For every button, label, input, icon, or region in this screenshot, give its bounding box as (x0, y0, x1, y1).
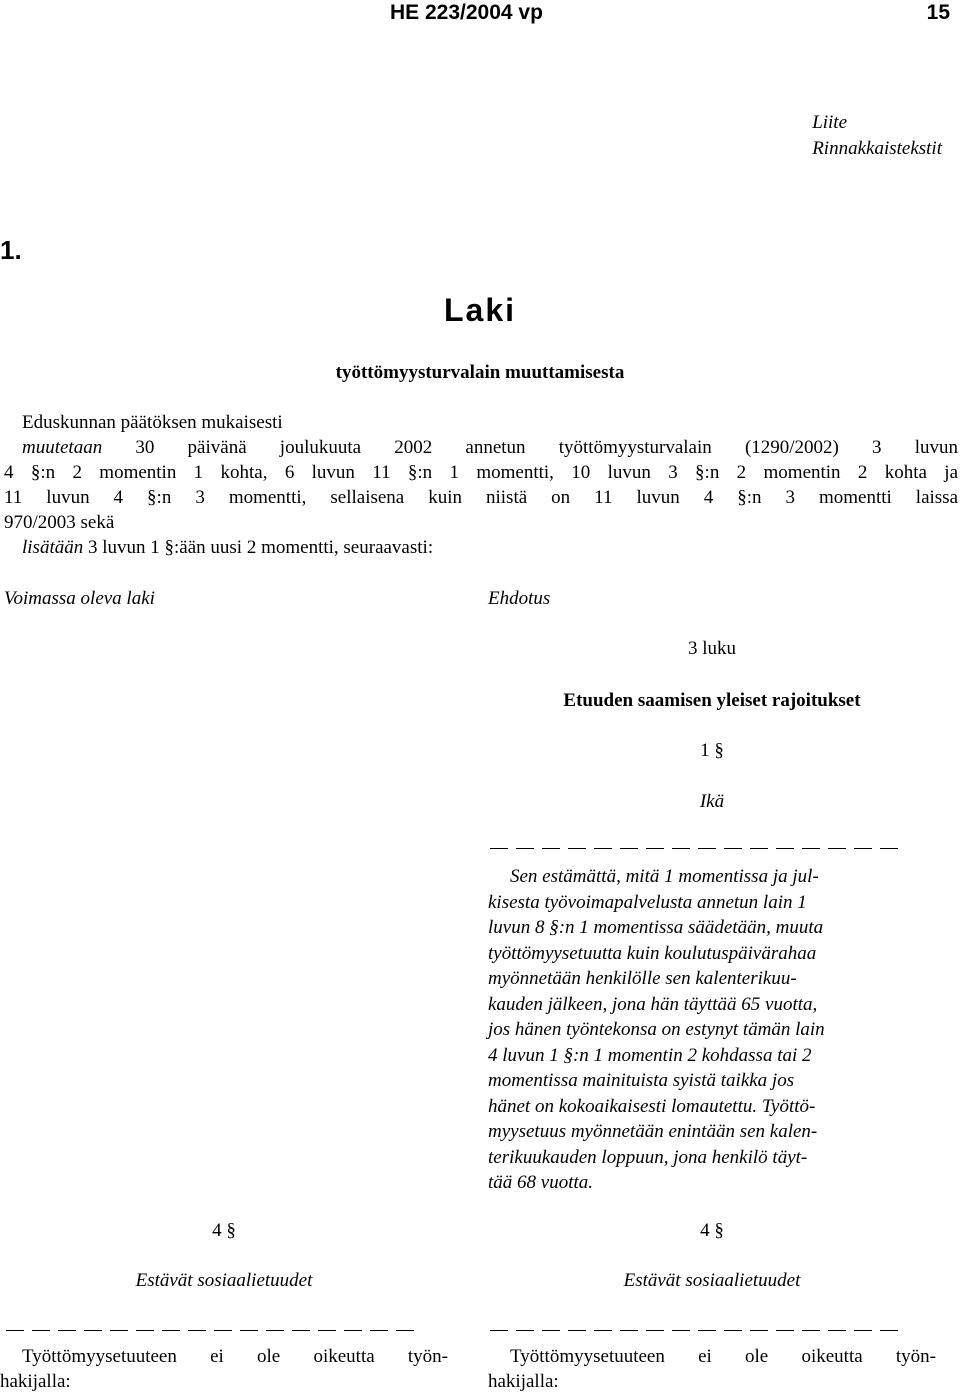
page-number: 15 (926, 1, 950, 24)
left-section-4-heading: 4 § (212, 1220, 236, 1241)
paragraph-line: luvun 8 §:n 1 momentissa säädetään, muuta (488, 917, 824, 938)
right-bottom-text (488, 1344, 936, 1394)
intro-line6-rest: 3 luvun 1 §:ään uusi 2 momentti, seuraavasti: (83, 537, 434, 558)
intro-line2 (22, 435, 958, 460)
paragraph-line: 4 luvun 1 §:n 1 momentin 2 kohdassa tai 2 (488, 1044, 812, 1066)
paragraph-line: kauden jälkeen, jona hän täyttää 65 vuotta, (488, 993, 818, 1015)
left-bottom-line2: hakijalla: (0, 1371, 71, 1392)
intro-line2-verb: muutetaan (22, 437, 103, 458)
intro-line1: Eduskunnan päätöksen mukaisesti (22, 412, 283, 433)
left-column-label: Voimassa oleva laki (4, 588, 155, 609)
left-bottom-line1: Työttömyysetuuteen ei ole oikeutta työn- (22, 1346, 448, 1367)
paragraph-line: Sen estämättä, mitä 1 momentissa ja jul- (510, 866, 819, 887)
omission-dashes-left (6, 1330, 414, 1332)
paragraph-line: kisesta työvoimapalvelusta annetun lain 1 (488, 891, 807, 913)
appendix-line1: Liite (812, 112, 848, 133)
right-bottom-line2: hakijalla: (488, 1371, 559, 1392)
intro-line6 (22, 535, 958, 560)
section-1-title: Ikä (699, 791, 725, 812)
section-1-paragraph (488, 864, 936, 1196)
intro-line3: 4 §:n 2 momentin 1 kohta, 6 luvun 11 §:n 1 momentti, 10 luvun 3 §:n 2 momentin 2 kohta ja (4, 462, 958, 483)
right-bottom-line1: Työttömyysetuuteen ei ole oikeutta työn- (510, 1346, 936, 1367)
paragraph-line: terikuukauden loppuun, jona henkilö täyt- (488, 1146, 808, 1168)
section-number: 1. (0, 235, 22, 265)
intro-text (4, 410, 958, 560)
paragraph-line: myysetuus myönnetään enintään sen kalen- (488, 1121, 818, 1142)
intro-line2-rest: 30 päivänä joulukuuta 2002 annetun työttömyysturvalain (1290/2002) 3 luvun (102, 437, 958, 458)
appendix-line2: Rinnakkaistekstit (812, 138, 942, 159)
chapter-heading: 3 luku (687, 638, 737, 659)
intro-line5: 970/2003 sekä (4, 512, 115, 533)
paragraph-line: tää 68 vuotta. (488, 1172, 594, 1193)
chapter-title: Etuuden saamisen yleiset rajoitukset (563, 690, 861, 711)
right-column-label: Ehdotus (488, 588, 551, 609)
left-bottom-text (0, 1344, 448, 1394)
intro-line4: 11 luvun 4 §:n 3 momentti, sellaisena kuin niistä on 11 luvun 4 §:n 3 momentti laissa (4, 487, 958, 508)
omission-dashes-right-upper (490, 848, 898, 850)
paragraph-line: jos hänen työntekonsa on estynyt tämän lain (488, 1019, 825, 1040)
omission-dashes-right-lower (490, 1330, 898, 1332)
paragraph-line: työttömyysetuutta kuin koulutuspäivärahaa (488, 942, 817, 964)
section-1-heading: 1 § (700, 740, 724, 761)
intro-line6-verb: lisätään (22, 537, 84, 558)
law-title: Laki (443, 292, 517, 328)
left-section-4-title: Estävät sosiaalietuudet (135, 1270, 313, 1291)
paragraph-line: myönnetään henkilölle sen kalenterikuu- (488, 968, 797, 989)
paragraph-line: hänet on kokoaikaisesti lomautettu. Työttö- (488, 1095, 816, 1117)
right-section-4-title: Estävät sosiaalietuudet (623, 1270, 801, 1291)
right-section-4-heading: 4 § (700, 1220, 724, 1241)
law-subtitle: työttömyysturvalain muuttamisesta (335, 362, 625, 383)
paragraph-line: momentissa mainituista syistä taikka jos (488, 1070, 795, 1091)
appendix-label (812, 110, 942, 162)
document-id: HE 223/2004 vp (390, 1, 543, 24)
